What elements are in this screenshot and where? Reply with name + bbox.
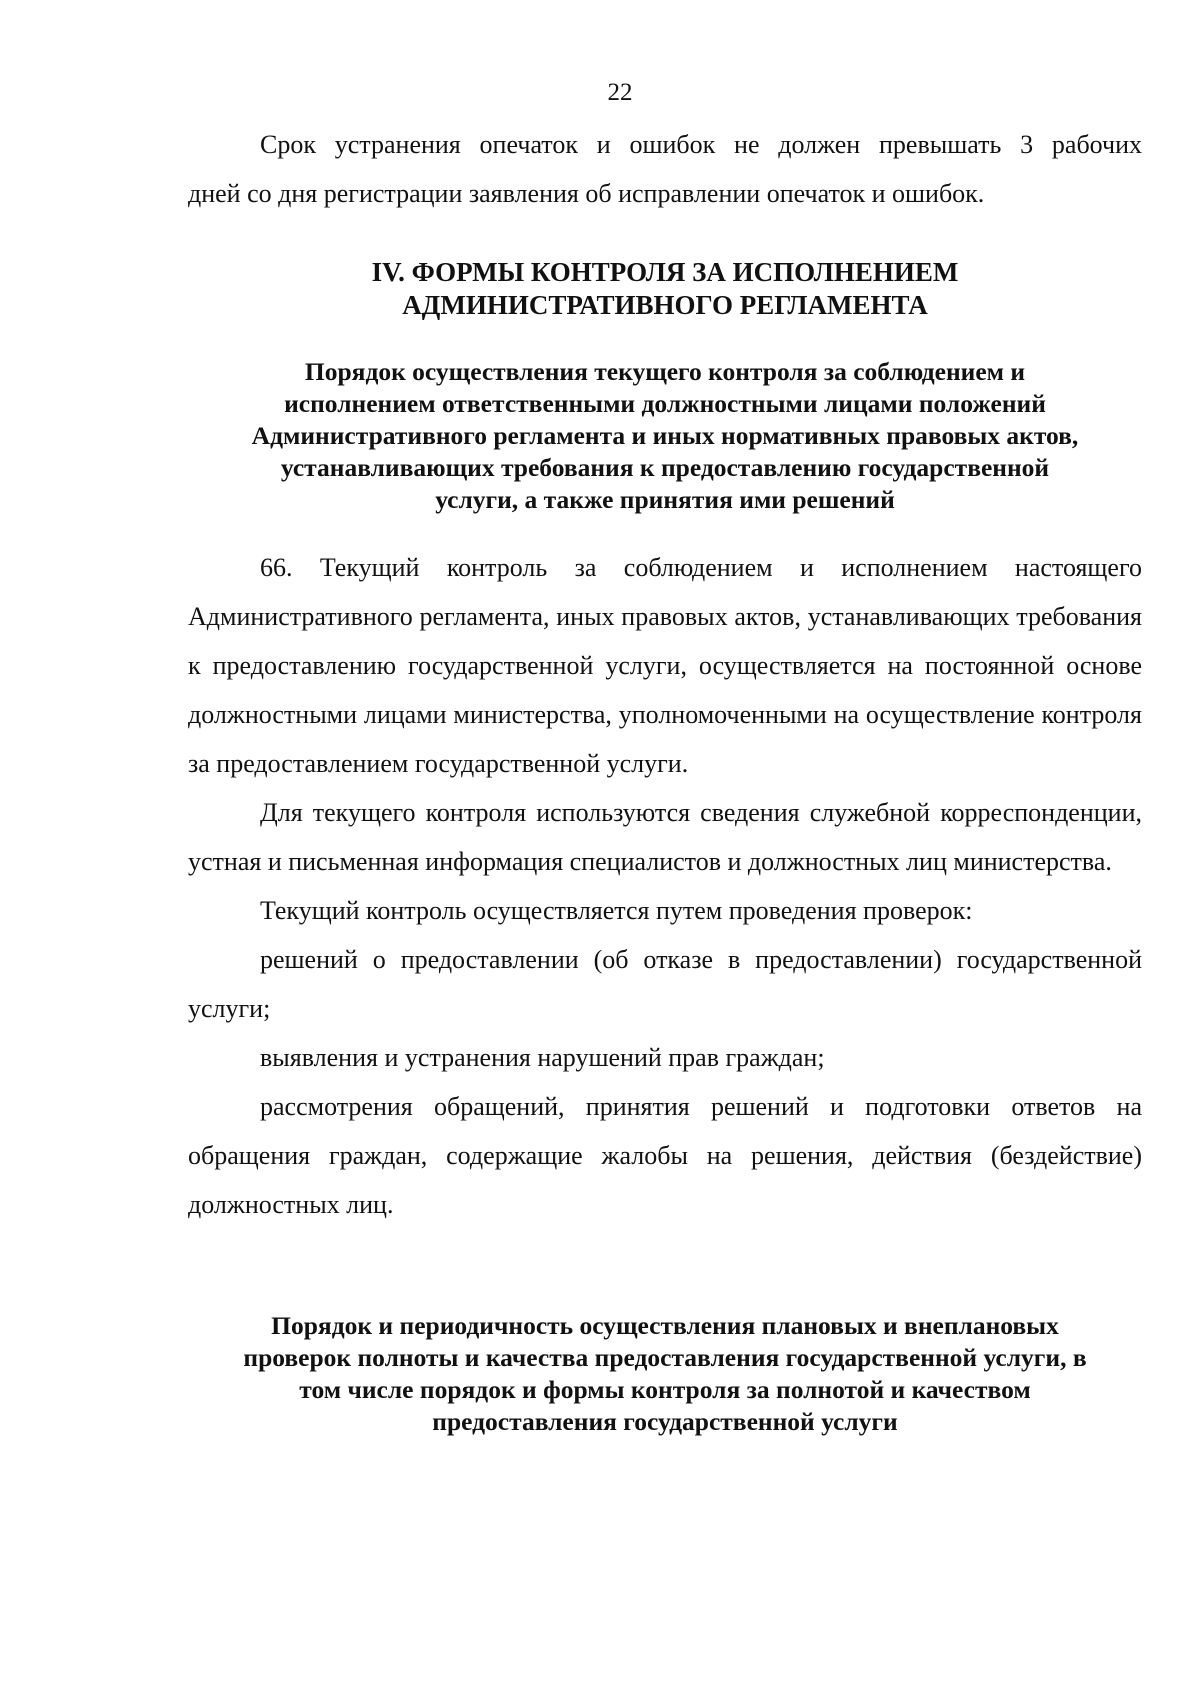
- subheading-1-line-4: устанавливающих требования к предоставлению государственной: [280, 453, 1050, 482]
- subheading-2-line-3: том числе порядок и формы контроля за полнотой и качеством: [299, 1375, 1031, 1404]
- paragraph-sources: Для текущего контроля используются сведения служебной корреспонденции, устная и письменная информация специалистов и должностных лиц министерства.: [188, 798, 1142, 876]
- paragraph-item-violations: выявления и устранения нарушений прав граждан;: [260, 1043, 825, 1072]
- page-number: 22: [607, 79, 633, 106]
- subheading-1-line-3: Административного регламента и иных нормативных правовых актов,: [251, 421, 1079, 450]
- paragraph-item-decisions: решений о предоставлении (об отказе в предоставлении) государственной услуги;: [188, 945, 1142, 1023]
- paragraph-66: 66. Текущий контроль за соблюдением и исполнением настоящего Административного регламента, иных правовых актов, устанавливающих требования к предоставлению государственной услуги, осуществляется на постоянной основе должностными лицами министерства, уполномоченными на осуществление контроля за предоставлением государственной услуги.: [188, 553, 1142, 778]
- section-heading-line-1: IV. ФОРМЫ КОНТРОЛЯ ЗА ИСПОЛНЕНИЕМ: [371, 257, 959, 287]
- paragraph-item-appeals: рассмотрения обращений, принятия решений и подготовки ответов на обращения граждан, содержащие жалобы на решения, действия (бездействие) должностных лиц.: [188, 1092, 1142, 1219]
- subheading-1-line-2: исполнением ответственными должностными лицами положений: [284, 389, 1046, 418]
- subheading-current-control: [188, 356, 1142, 516]
- intro-paragraph: [188, 120, 1142, 218]
- subheading-2-line-2: проверок полноты и качества предоставления государственной услуги, в: [243, 1343, 1087, 1372]
- subheading-2-line-4: предоставления государственной услуги: [432, 1407, 898, 1436]
- intro-line-2: дней со дня регистрации заявления об исправлении опечаток и ошибок.: [188, 179, 985, 208]
- paragraph-method: Текущий контроль осуществляется путем проведения проверок:: [260, 896, 973, 925]
- subheading-1-line-1: Порядок осуществления текущего контроля за соблюдением и: [304, 357, 1026, 386]
- section-heading: [188, 256, 1142, 322]
- intro-line-1: Срок устранения опечаток и ошибок не должен превышать 3 рабочих: [260, 130, 1142, 159]
- subheading-1-line-5: услуги, а также принятия ими решений: [435, 485, 895, 514]
- subheading-planned-checks: [188, 1310, 1142, 1438]
- section-heading-line-2: АДМИНИСТРАТИВНОГО РЕГЛАМЕНТА: [402, 290, 928, 320]
- subheading-2-line-1: Порядок и периодичность осуществления плановых и внеплановых: [271, 1311, 1059, 1340]
- body-text: [188, 543, 1142, 1229]
